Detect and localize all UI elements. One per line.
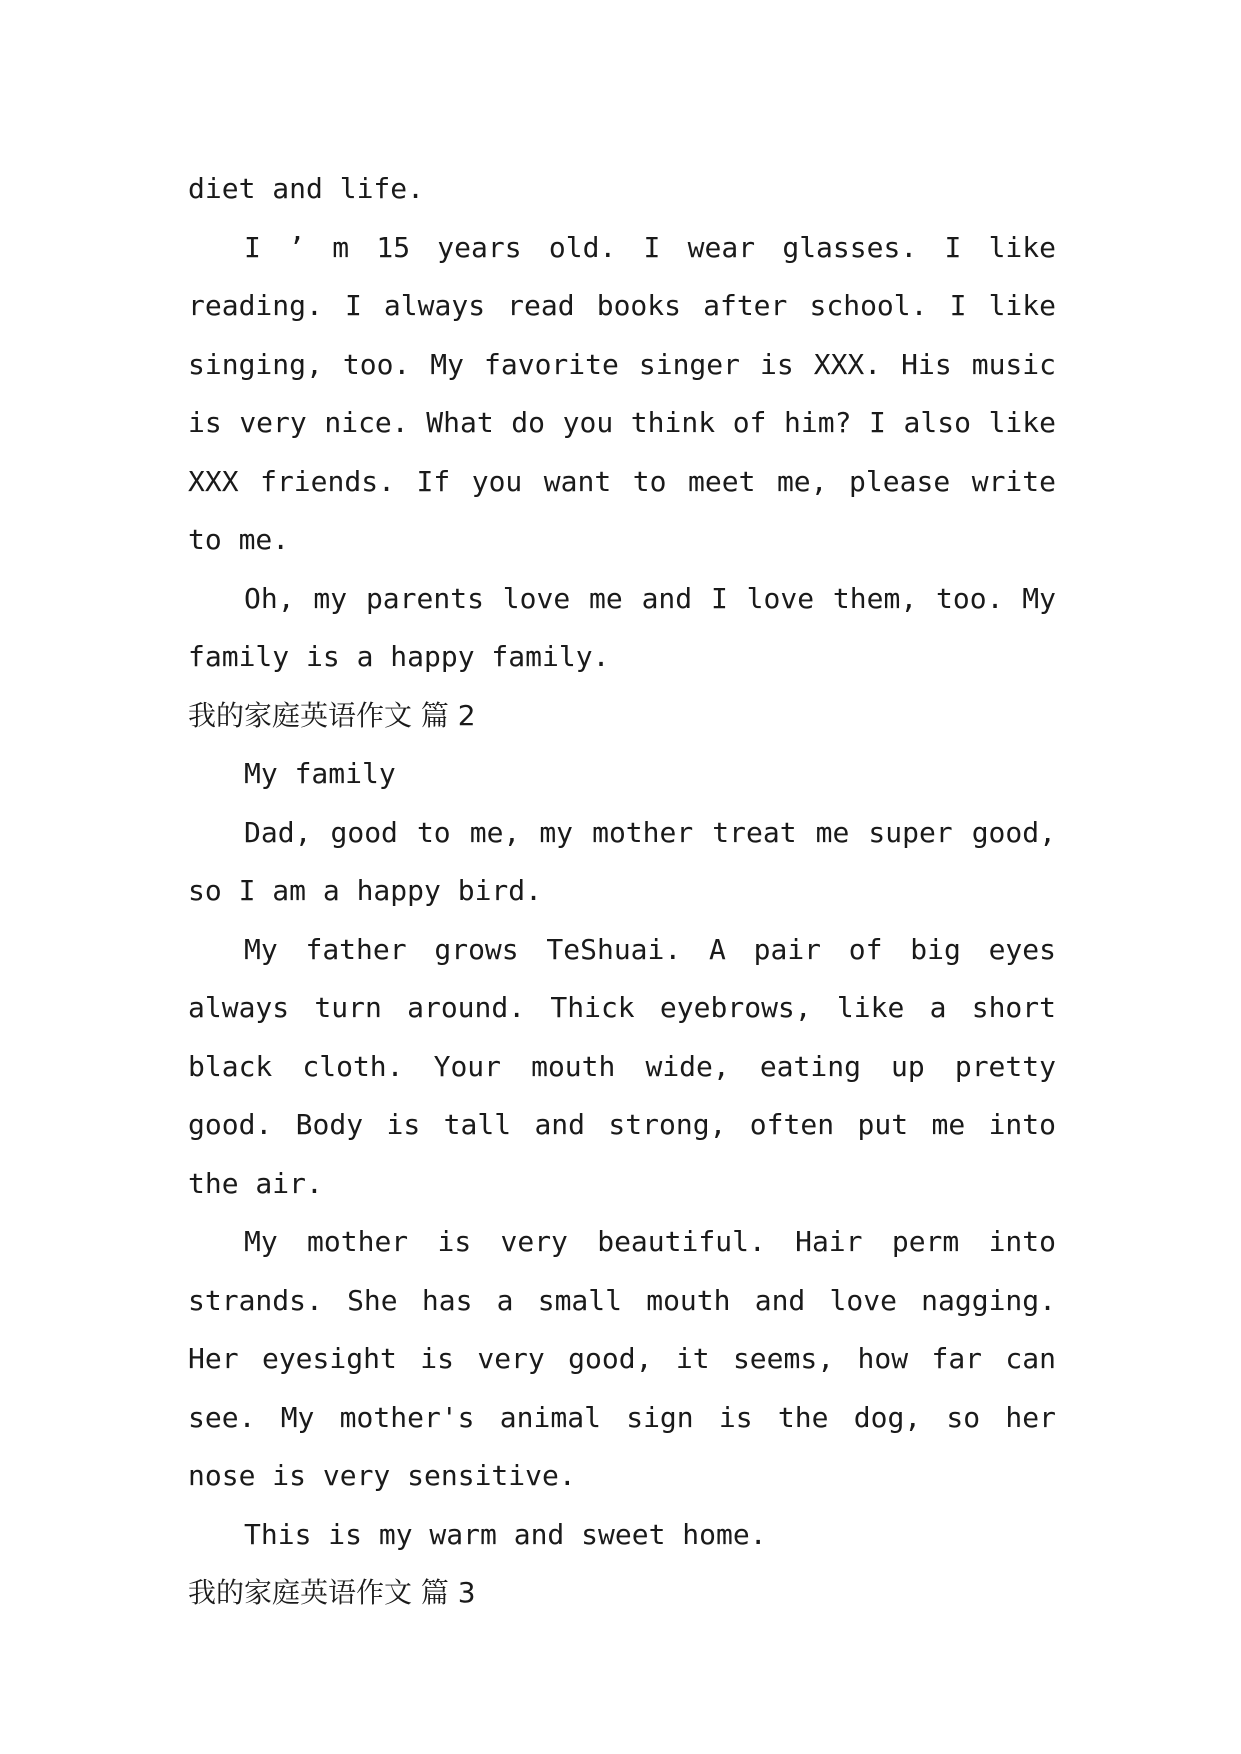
paragraph-home: This is my warm and sweet home. xyxy=(244,1517,767,1551)
document-body xyxy=(188,160,1056,1623)
paragraph-parents: Oh, my parents love me and I love them, too. My family is a happy family. xyxy=(188,581,1056,673)
paragraph-father: My father grows TeShuai. A pair of big eyes always turn around. Thick eyebrows, like a short black cloth. Your mouth wide, eating up pretty good. Body is tall and strong, often put me into the air. xyxy=(188,932,1056,1200)
paragraph-continuation: diet and life. xyxy=(188,172,425,205)
paragraph-mother: My mother is very beautiful. Hair perm into strands. She has a small mouth and love nagging. Her eyesight is very good, it seems, how far can see. My mother's animal sign is the dog, so her nose is very sensitive. xyxy=(188,1225,1056,1492)
section-heading-2: 我的家庭英语作文 篇 2 xyxy=(188,698,476,732)
paragraph-dad-mother: Dad, good to me, my mother treat me super good, so I am a happy bird. xyxy=(188,815,1056,907)
section-heading-3: 我的家庭英语作文 篇 3 xyxy=(188,1576,476,1609)
essay-title: My family xyxy=(244,757,396,790)
paragraph-about-me: I ’ m 15 years old. I wear glasses. I like reading. I always read books after school. I like singing, too. My favorite singer is XXX. His music is very nice. What do you think of him? I also like XXX friends. If you want to meet me, please write to me. xyxy=(188,230,1056,556)
